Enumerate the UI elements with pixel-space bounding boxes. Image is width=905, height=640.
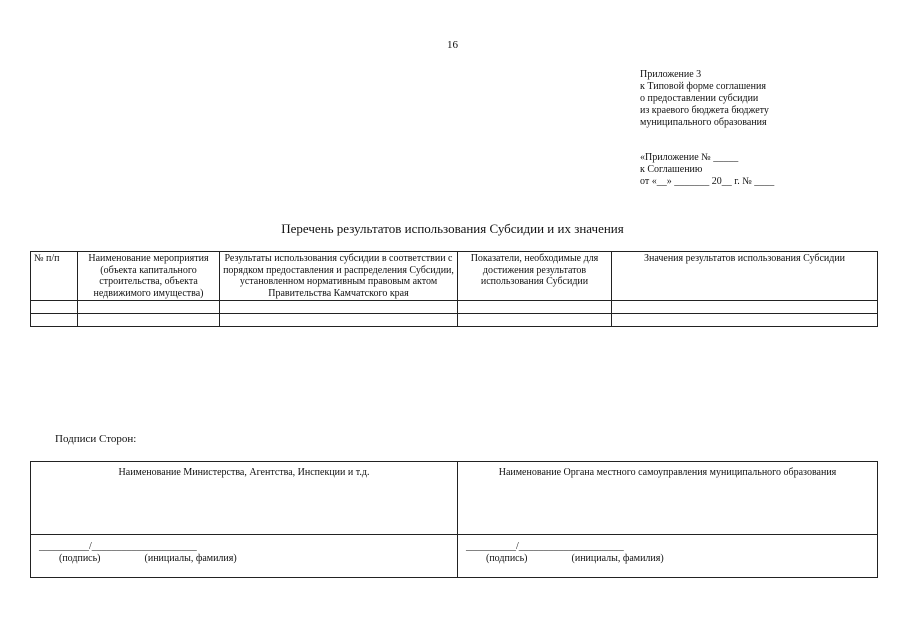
table-row [31, 314, 878, 327]
agreement-line: «Приложение № _____ [640, 152, 739, 163]
table-cell[interactable] [612, 314, 878, 327]
caption-signature: (подпись) [486, 553, 528, 564]
appendix-line: Приложение 3 [640, 69, 702, 80]
table-cell[interactable] [458, 314, 612, 327]
left-signature-cell[interactable] [31, 535, 458, 578]
right-signature-cell[interactable] [458, 535, 878, 578]
caption-name: (инициалы, фамилия) [144, 553, 237, 564]
table-row [31, 301, 878, 314]
document-title: Перечень результатов использования Субсидии и их значения [281, 221, 624, 236]
table-cell[interactable] [220, 301, 458, 314]
table-cell[interactable] [78, 301, 220, 314]
column-header-indicators: Показатели, необходимые для достижения результатов использования Субсидии [458, 252, 612, 301]
signature-caption [39, 553, 449, 565]
signature-line: __________/_____________________ [466, 541, 624, 552]
caption-signature: (подпись) [59, 553, 101, 564]
appendix-line: муниципального образования [640, 117, 767, 128]
appendix-line: из краевого бюджета бюджету [640, 105, 769, 116]
signatures-label: Подписи Сторон: [55, 433, 137, 445]
right-party-name: Наименование Органа местного самоуправления муниципального образования [458, 462, 878, 535]
signature-row [31, 535, 878, 578]
results-table [30, 251, 878, 327]
column-header-values: Значения результатов использования Субсидии [612, 252, 878, 301]
appendix-line: о предоставлении субсидии [640, 93, 759, 104]
table-cell[interactable] [78, 314, 220, 327]
column-header-number: № п/п [31, 252, 78, 301]
table-cell[interactable] [612, 301, 878, 314]
signature-caption [466, 553, 869, 565]
left-party-name: Наименование Министерства, Агентства, Инспекции и т.д. [31, 462, 458, 535]
table-cell[interactable] [458, 301, 612, 314]
column-header-event-name: Наименование мероприятия (объекта капитального строительства, объекта недвижимого имущества) [78, 252, 220, 301]
appendix-line: к Типовой форме соглашения [640, 81, 766, 92]
page-number: 16 [447, 39, 458, 51]
signatures-table [30, 461, 878, 578]
column-header-results: Результаты использования субсидии в соответствии с порядком предоставления и распределения Субсидии, установленном нормативным правовым актом Правительства Камчатского края [220, 252, 458, 301]
agreement-line: к Соглашению [640, 164, 703, 175]
appendix-reference [640, 69, 769, 129]
signature-line: __________/_____________________ [39, 541, 197, 552]
table-header-row [31, 252, 878, 301]
agreement-reference [640, 152, 774, 188]
caption-name: (инициалы, фамилия) [571, 553, 664, 564]
table-cell[interactable] [31, 314, 78, 327]
agreement-line: от «__» _______ 20__ г. № ____ [640, 176, 775, 187]
party-names-row [31, 462, 878, 535]
table-cell[interactable] [31, 301, 78, 314]
table-cell[interactable] [220, 314, 458, 327]
